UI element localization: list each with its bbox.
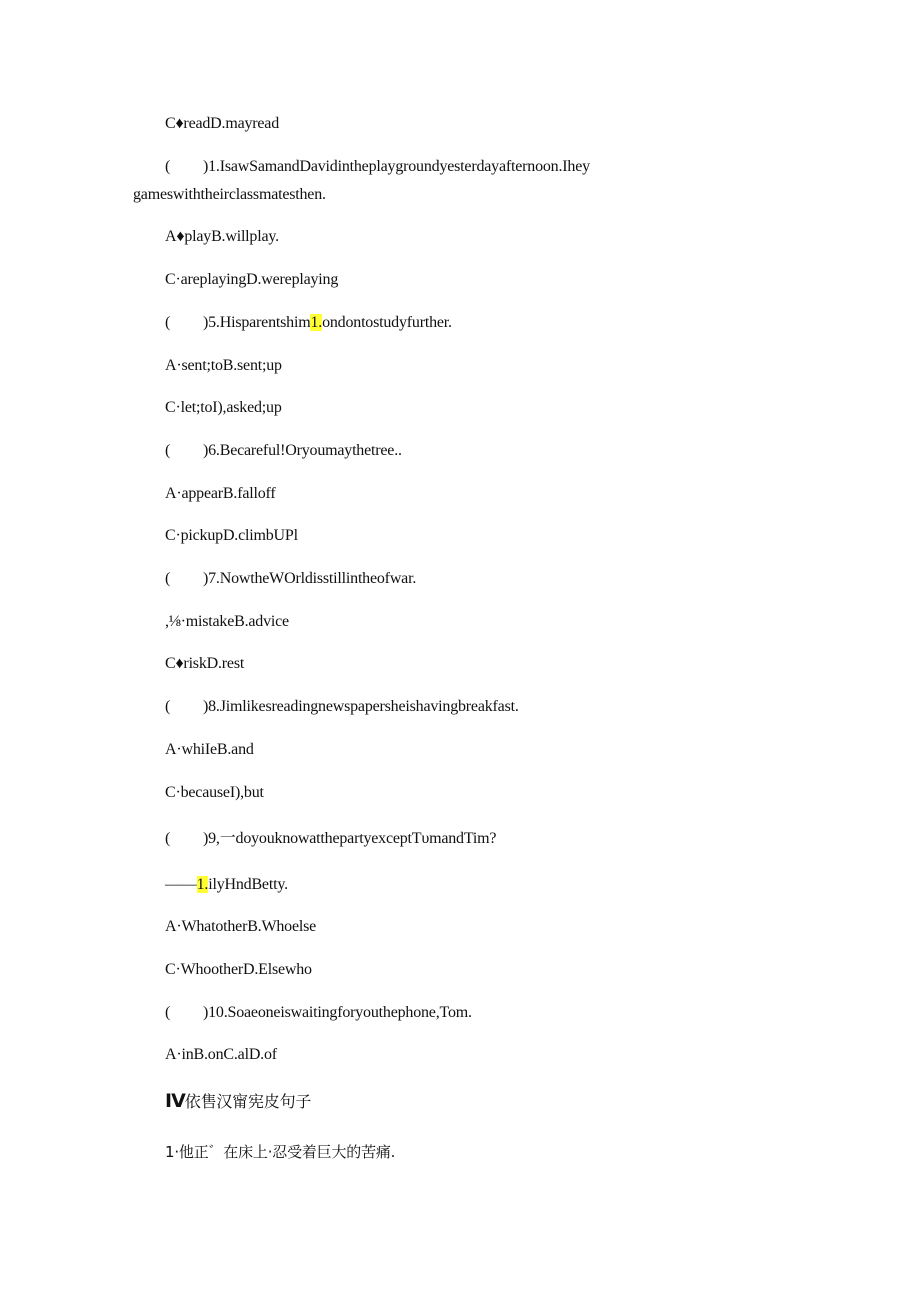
question-continuation: gameswiththeirclassmatesthen. (133, 186, 326, 203)
question-4 (165, 157, 590, 177)
highlight-mark: 1. (196, 876, 209, 893)
question-text: )7.NowtheWOrldisstillintheofwar. (203, 570, 417, 587)
option-line: A·appearB.falloff (165, 485, 276, 502)
question-9 (165, 829, 496, 849)
option-line: ,⅛·mistakeB.advice (165, 613, 289, 630)
question-10 (165, 1003, 472, 1023)
option-line: C·pickupD.climbUPl (165, 527, 298, 544)
answer-blank: ( (165, 158, 171, 175)
question-text: )5.Hisparentshim (203, 314, 311, 331)
option-line: A·WhatotherB.Whoelse (165, 918, 317, 935)
question-text: )10.Soaeoneiswaitingforyouthephone,Tom. (203, 1004, 472, 1021)
section-number: IV (165, 1090, 185, 1112)
question-8 (165, 697, 519, 717)
question-text: )9,一doyouknowatthepartyexceptTυmandTim? (203, 830, 497, 847)
question-5 (165, 313, 452, 333)
option-line: C·becauseI),but (165, 784, 264, 801)
dialogue-answer (165, 875, 288, 895)
dash: —— (165, 876, 197, 893)
option-line: C♦readD.mayread (165, 115, 280, 132)
question-6 (165, 441, 402, 461)
answer-blank: ( (165, 570, 171, 587)
option-line: C·let;toI),asked;up (165, 399, 282, 416)
answer-blank: ( (165, 314, 171, 331)
option-line: A·sent;toB.sent;up (165, 357, 282, 374)
option-line: C♦riskD.rest (165, 655, 245, 672)
answer-text: ilyHndBetty. (208, 876, 288, 893)
answer-blank: ( (165, 830, 171, 847)
option-line: A·inB.onC.alD.of (165, 1046, 277, 1063)
answer-blank: ( (165, 698, 171, 715)
option-line: A♦playB.willplay. (165, 228, 279, 245)
question-text: ondontostudyfurther. (322, 314, 452, 331)
question-text: )1.IsawSamandDavidintheplaygroundyesterdayafternoon.Ihey (203, 158, 590, 175)
option-line: C·WhootherD.Elsewho (165, 961, 312, 978)
option-line: C·areplayingD.wereplaying (165, 271, 339, 288)
option-line: A·whiIeB.and (165, 741, 254, 758)
sentence-1: 1·他正゛在床上·忍受着巨大的苦痛. (165, 1143, 396, 1161)
highlight-mark: 1. (310, 314, 323, 331)
section-heading (165, 1091, 311, 1112)
question-7 (165, 569, 416, 589)
question-text: )8.Jimlikesreadingnewspapersheishavingbreakfast. (203, 698, 519, 715)
section-title: 依售汉甯宪皮句子 (184, 1092, 312, 1111)
answer-blank: ( (165, 1004, 171, 1021)
answer-blank: ( (165, 442, 171, 459)
question-text: )6.Becareful!Oryoumaythetree.. (203, 442, 402, 459)
